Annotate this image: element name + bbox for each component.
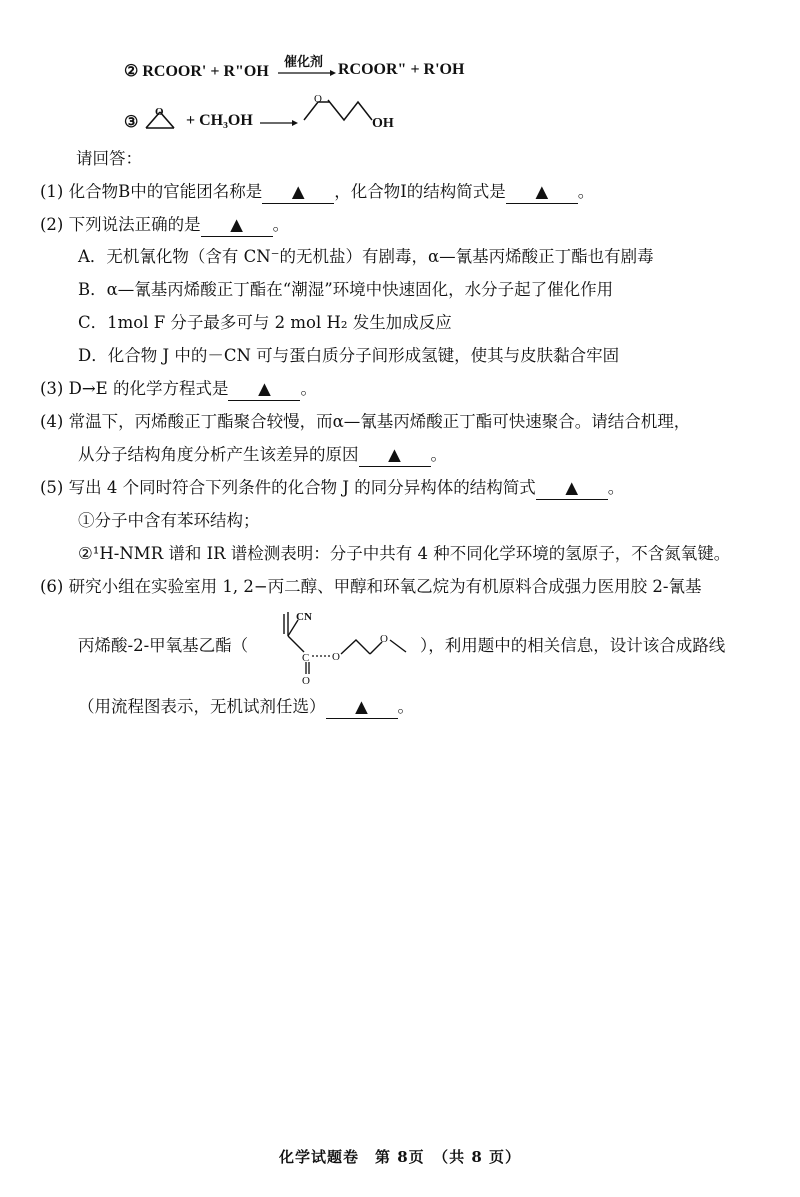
epoxide-oxygen: O xyxy=(155,106,164,118)
question-4-text-1: 常温下，丙烯酸正丁酯聚合较慢，而α—氰基丙烯酸正丁酯可快速聚合。请结合机理， xyxy=(68,412,691,431)
question-3-text: D→E 的化学方程式是 xyxy=(68,379,229,398)
ether-oxygen: O xyxy=(314,93,322,105)
option-a-label: A． xyxy=(78,247,107,266)
reaction-2-number: ② xyxy=(124,63,139,80)
option-c xyxy=(78,312,452,334)
answer-prompt: 请回答： xyxy=(76,149,142,168)
reaction-3-reagent: + CH₃OH xyxy=(186,112,253,129)
question-2-text: 下列说法正确的是 xyxy=(68,215,201,234)
question-6-line-2a: 丙烯酸-2-甲氧基乙酯（ xyxy=(78,636,249,655)
question-5-condition-1: ①分子中含有苯环结构； xyxy=(78,511,260,530)
option-a xyxy=(78,246,654,268)
answer-blank-1a[interactable]: ▲ xyxy=(262,181,334,204)
answer-blank-5[interactable]: ▲ xyxy=(536,477,608,500)
reaction-3-number: ③ xyxy=(124,114,139,131)
question-6-line-2b: ），利用题中的相关信息，设计该合成路线 xyxy=(420,636,726,655)
option-b-text: α—氰基丙烯酸正丁酯在“潮湿”环境中快速固化，水分子起了催化作用 xyxy=(106,280,614,299)
option-d xyxy=(78,345,619,367)
question-1-end: 。 xyxy=(577,182,595,201)
question-5-end: 。 xyxy=(607,478,625,497)
carbonyl-carbon-label: C xyxy=(302,652,310,664)
question-5 xyxy=(40,477,624,500)
reaction-2-arrow xyxy=(278,72,338,80)
cyano-label: CN xyxy=(296,611,312,623)
option-c-label: C． xyxy=(78,313,108,332)
option-b xyxy=(78,279,613,301)
question-6-text-3: （用流程图表示，无机试剂任选） xyxy=(78,697,326,716)
carbonyl-oxygen-label: O xyxy=(302,675,310,687)
question-1 xyxy=(40,181,594,204)
reaction-2-catalyst: 催化剂 xyxy=(284,55,324,70)
question-1-text-b: ，化合物I的结构简式是 xyxy=(334,182,506,201)
question-1-text-a: 化合物B中的官能团名称是 xyxy=(68,182,263,201)
answer-blank-1b[interactable]: ▲ xyxy=(506,181,578,204)
option-d-label: D． xyxy=(78,346,108,365)
question-1-number: (1) xyxy=(40,182,64,201)
question-3 xyxy=(40,378,317,401)
reaction-3-oh: OH xyxy=(372,116,394,131)
question-2-end: 。 xyxy=(272,215,290,234)
question-5-text: 写出 4 个同时符合下列条件的化合物 J 的同分异构体的结构简式 xyxy=(68,478,536,497)
question-6-line-3 xyxy=(78,696,414,719)
question-4-line-1 xyxy=(40,411,690,433)
question-6-line-1 xyxy=(40,576,702,598)
question-5-condition-2: ②¹H-NMR 谱和 IR 谱检测表明：分子中共有 4 种不同化学环境的氢原子，不含氮氧键。 xyxy=(78,544,731,563)
answer-blank-2[interactable]: ▲ xyxy=(201,214,273,237)
question-4-number: (4) xyxy=(40,412,64,431)
page-footer: 化学试题卷 第 8页 （共 8 页） xyxy=(278,1148,522,1166)
question-3-end: 。 xyxy=(300,379,317,398)
epoxide-structure xyxy=(142,106,178,134)
answer-blank-4[interactable]: ▲ xyxy=(359,444,431,467)
reaction-2-reactants: RCOOR' + R"OH xyxy=(142,63,269,80)
option-d-text: 化合物 J 中的－CN 可与蛋白质分子间形成氢键，使其与皮肤黏合牢固 xyxy=(107,346,620,365)
ether-oxygen-label: O xyxy=(380,633,388,645)
option-c-text: 1mol F 分子最多可与 2 mol H₂ 发生加成反应 xyxy=(107,313,452,332)
question-6-number: (6) xyxy=(40,577,64,596)
option-a-text: 无机氰化物（含有 CN⁻的无机盐）有剧毒，α—氰基丙烯酸正丁酯也有剧毒 xyxy=(106,247,654,266)
question-6-text-1: 研究小组在实验室用 1, 2−丙二醇、甲醇和环氧乙烷为有机原料合成强力医用胶 2-氰基 xyxy=(68,577,702,596)
question-2-number: (2) xyxy=(40,215,64,234)
question-4-end: 。 xyxy=(430,445,447,464)
ester-oxygen-label: O xyxy=(332,651,340,663)
option-b-label: B． xyxy=(78,280,107,299)
question-2 xyxy=(40,214,289,237)
answer-blank-6[interactable]: ▲ xyxy=(326,696,398,719)
answer-blank-3[interactable]: ▲ xyxy=(228,378,300,401)
question-6-end: 。 xyxy=(397,697,414,716)
reaction-3-arrow xyxy=(260,122,300,130)
question-3-number: (3) xyxy=(40,379,64,398)
reaction-2-products: RCOOR" + R'OH xyxy=(338,61,465,78)
question-5-number: (5) xyxy=(40,478,64,497)
question-4-line-2 xyxy=(78,444,447,467)
reaction-2 xyxy=(124,61,269,81)
question-4-text-2: 从分子结构角度分析产生该差异的原因 xyxy=(78,445,359,464)
target-ester-structure xyxy=(268,604,418,686)
